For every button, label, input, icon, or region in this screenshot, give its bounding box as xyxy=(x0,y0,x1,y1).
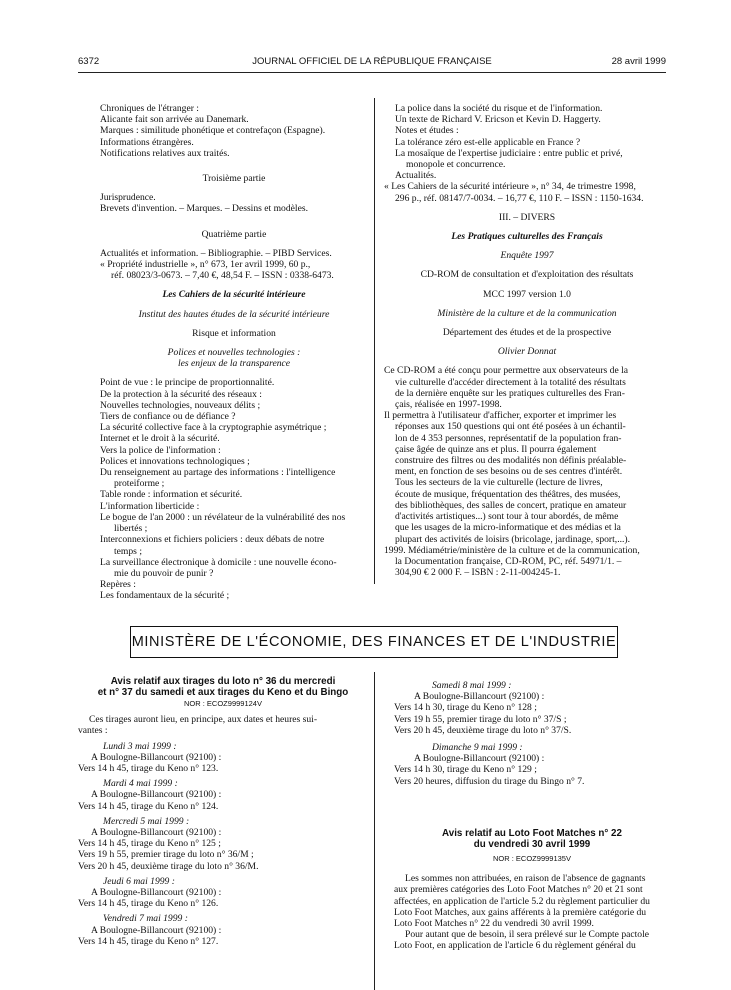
text-line: Table ronde : information et sécurité. xyxy=(100,489,243,501)
text-line: Marques : similitude phonétique et contrefaçon (Espagne). xyxy=(100,125,326,137)
draw-place: A Boulogne-Billancourt (92100) : xyxy=(91,924,222,936)
text-line: libertés ; xyxy=(114,523,148,535)
text-line: Polices et innovations technologiques ; xyxy=(100,455,250,467)
text-line: Notes et études : xyxy=(395,125,459,137)
avis-title: Avis relatif au Loto Foot Matches n° 22 xyxy=(442,828,622,839)
text-line: Du renseignement au partage des informations : l'intelligence xyxy=(100,467,336,479)
draw-line: Vers 19 h 55, premier tirage du loto n° 36/M ; xyxy=(78,849,254,861)
text-line: Point de vue : le principe de proportionnalité. xyxy=(100,377,275,389)
text-line: Tous les secteurs de la vie culturelle (lecture de livres, xyxy=(395,477,603,489)
draw-date: Mardi 4 mai 1999 : xyxy=(103,778,178,790)
top-left-column xyxy=(100,103,368,602)
draw-line: Vers 14 h 45, tirage du Keno n° 127. xyxy=(78,935,219,947)
draw-line: Vers 19 h 55, premier tirage du loto n° 37/S ; xyxy=(394,713,567,725)
text-line: Jurisprudence. xyxy=(100,192,156,204)
text-line: Informations étrangères. xyxy=(100,136,194,148)
draw-date: Lundi 3 mai 1999 : xyxy=(103,740,177,752)
draw-line: Vers 14 h 45, tirage du Keno n° 124. xyxy=(78,800,219,812)
draw-line: Vers 14 h 45, tirage du Keno n° 125 ; xyxy=(78,838,221,850)
text-line: Loto Foot Matches n° 22 du vendredi 30 avril 1999. xyxy=(394,918,594,930)
column-divider-bottom xyxy=(374,672,375,990)
draw-line: Vers 20 h 45, deuxième tirage du loto n° 36/M. xyxy=(78,860,259,872)
cdrom-title: CD-ROM de consultation et d'exploitation des résultats xyxy=(420,269,634,281)
text-line: Interconnexions et fichiers policiers : deux débats de notre xyxy=(100,534,325,546)
text-line: proteiforme ; xyxy=(114,478,165,490)
text-line: Pour autant que de besoin, il sera prélevé sur le Compte pactole xyxy=(405,929,650,941)
avis-title: du vendredi 30 avril 1999 xyxy=(473,839,591,850)
avis-title: Avis relatif aux tirages du loto n° 36 du mercredi xyxy=(110,676,336,687)
top-right-column xyxy=(384,103,670,578)
text-line: Alicante fait son arrivée au Danemark. xyxy=(100,114,249,126)
text-line: la Documentation française, CD-ROM, PC, réf. 54971/1. – xyxy=(395,555,622,567)
text-line: La mosaïque de l'expertise judiciaire : entre public et privé, xyxy=(395,147,623,159)
text-line: affectées, en application de l'article 5.2 du règlement particulier du xyxy=(394,895,650,907)
text-line: mie du pouvoir de punir ? xyxy=(114,567,214,579)
avis-loto-column xyxy=(78,676,368,947)
draw-date: Mercredi 5 mai 1999 : xyxy=(103,815,190,827)
text-line: des bibliothèques, des salles de concert, pratique en amateur xyxy=(395,499,627,511)
text-line: Brevets d'invention. – Marques. – Dessins et modèles. xyxy=(100,203,308,215)
text-line: Ces tirages auront lieu, en principe, aux dates et heures sui- xyxy=(89,714,318,726)
text-line: 304,90 € 2 000 F. – ISBN : 2-11-004245-1. xyxy=(395,567,561,579)
text-line: temps ; xyxy=(114,545,142,557)
text-line: réf. 08023/3-0673. – 7,40 €, 48,54 F. – ISSN : 0338-6473. xyxy=(111,270,334,282)
avis-loto-foot xyxy=(394,828,670,952)
issue-subtitle: les enjeux de la transparence xyxy=(177,358,291,370)
text-line: écoute de musique, fréquentation des théâtres, des musées, xyxy=(395,488,621,500)
draw-place: A Boulogne-Billancourt (92100) : xyxy=(91,887,222,899)
text-line: Les fondamentaux de la sécurité ; xyxy=(100,590,230,602)
text-line: vie culturelle d'accéder directement à la totalité des résultats xyxy=(395,376,626,388)
text-line: Loto Foot Matches, aux gains afférents à la première catégorie du xyxy=(394,906,647,918)
version-label: MCC 1997 version 1.0 xyxy=(483,288,571,300)
text-line: La police dans la société du risque et de l'information. xyxy=(395,103,603,114)
survey-label: Enquête 1997 xyxy=(500,250,554,262)
text-line: Internet et le droit à la sécurité. xyxy=(100,433,220,445)
text-line: çaise âgée de quinze ans et plus. Il pourra également xyxy=(395,443,597,455)
text-line: Repères : xyxy=(100,579,136,591)
section-heading: III. – DIVERS xyxy=(498,211,556,223)
draw-line: Vers 20 heures, diffusion du tirage du Bingo n° 7. xyxy=(394,775,585,787)
department-name: Département des études et de la prospective xyxy=(442,327,612,339)
text-line: aux premières catégories des Loto Foot Matches n° 20 et 21 sont xyxy=(394,884,643,896)
text-line: Le bogue de l'an 2000 : un révélateur de la vulnérabilité des nos xyxy=(100,511,346,523)
text-line: que les usages de la micro-informatique et des médias et la xyxy=(395,522,621,534)
text-line: Loto Foot, en application de l'article 6 du règlement général du xyxy=(394,940,636,952)
text-line: construire des filtres ou des modalités non définis préalable- xyxy=(395,455,627,467)
nor-reference: NOR : ECOZ9999135V xyxy=(493,854,571,863)
draw-place: A Boulogne-Billancourt (92100) : xyxy=(414,753,545,765)
avis-right-column xyxy=(394,680,670,787)
text-line: « Propriété industrielle », n° 673, 1er avril 1999, 60 p., xyxy=(100,259,311,271)
text-line: De la protection à la sécurité des réseaux : xyxy=(100,388,262,400)
publication-title: Les Cahiers de la sécurité intérieure xyxy=(162,289,306,301)
text-line: réponses aux 150 questions qui ont été posées à un échantil- xyxy=(395,421,626,433)
draw-date: Jeudi 6 mai 1999 : xyxy=(103,875,175,887)
text-line: La sécurité collective face à la cryptographie asymétrique ; xyxy=(100,422,327,434)
text-line: ment, en fonction de ses besoins ou de ses centres d'intérêt. xyxy=(395,466,623,478)
text-line: d'activités artistiques...) sont tour à tour abordés, de même xyxy=(395,511,619,523)
draw-line: Vers 14 h 45, tirage du Keno n° 126. xyxy=(78,898,219,910)
draw-date: Dimanche 9 mai 1999 : xyxy=(432,742,523,754)
ministry-name: Ministère de la culture et de la communication xyxy=(437,307,617,319)
page-number: 6372 xyxy=(78,56,100,67)
text-line: Notifications relatives aux traités. xyxy=(100,147,230,159)
draw-line: Vers 14 h 30, tirage du Keno n° 128 ; xyxy=(394,702,537,714)
draw-place: A Boulogne-Billancourt (92100) : xyxy=(91,827,222,839)
draw-line: Vers 20 h 45, deuxième tirage du loto n° 37/S. xyxy=(394,724,572,736)
text-line: monopole et concurrence. xyxy=(406,159,506,171)
text-line: Chroniques de l'étranger : xyxy=(100,103,199,114)
text-line: Un texte de Richard V. Ericson et Kevin D. Haggerty. xyxy=(395,114,601,126)
section-heading: Troisième partie xyxy=(202,173,266,185)
text-line: Actualités. xyxy=(395,170,437,182)
draw-date: Vendredi 7 mai 1999 : xyxy=(103,913,188,925)
text-line: Il permettra à l'utilisateur d'afficher, exporter et imprimer les xyxy=(384,410,617,422)
text-line: L'information liberticide : xyxy=(100,500,200,512)
text-line: Actualités et information. – Bibliographie. – PIBD Services. xyxy=(100,247,332,259)
nor-reference: NOR : ECOZ9999124V xyxy=(184,699,262,708)
avis-title: et n° 37 du samedi et aux tirages du Keno et du Bingo xyxy=(97,687,349,698)
ministry-banner: MINISTÈRE DE L'ÉCONOMIE, DES FINANCES ET DE L'INDUSTRIE xyxy=(130,626,618,658)
text-line: Ce CD-ROM a été conçu pour permettre aux observateurs de la xyxy=(384,365,629,377)
text-line: 1999. Médiamétrie/ministère de la culture et de la communication, xyxy=(384,544,640,556)
text-line: La tolérance zéro est-elle applicable en France ? xyxy=(395,136,581,148)
issue-subtitle: Polices et nouvelles technologies : xyxy=(167,347,301,359)
text-line: lon de 4 353 personnes, représentatif de la population fran- xyxy=(395,432,622,444)
publication-title: Les Pratiques culturelles des Français xyxy=(451,231,603,243)
draw-line: Vers 14 h 30, tirage du Keno n° 129 ; xyxy=(394,764,537,776)
issue-theme: Risque et information xyxy=(192,327,276,339)
text-line: vantes : xyxy=(78,725,108,737)
institution: Institut des hautes études de la sécurité intérieure xyxy=(138,308,330,320)
text-line: çais, réalisée en 1997-1998. xyxy=(395,399,502,411)
text-line: La surveillance électronique à domicile : une nouvelle écono- xyxy=(100,556,337,568)
text-line: de la dernière enquête sur les pratiques culturelles des Fran- xyxy=(395,387,625,399)
section-heading: Quatrième partie xyxy=(201,228,267,240)
text-line: Nouvelles technologies, nouveaux délits ; xyxy=(100,399,261,411)
text-line: Tiers de confiance ou de défiance ? xyxy=(100,411,236,423)
text-line: Les sommes non attribuées, en raison de l'absence de gagnants xyxy=(405,873,646,885)
draw-line: Vers 14 h 45, tirage du Keno n° 123. xyxy=(78,763,219,775)
header-rule xyxy=(78,72,666,73)
issue-date: 28 avril 1999 xyxy=(611,56,666,67)
author-name: Olivier Donnat xyxy=(497,346,557,358)
column-divider-top xyxy=(374,98,375,584)
draw-place: A Boulogne-Billancourt (92100) : xyxy=(91,789,222,801)
draw-place: A Boulogne-Billancourt (92100) : xyxy=(414,691,545,703)
page-header xyxy=(78,56,666,70)
text-line: Vers la police de l'information : xyxy=(100,444,221,456)
journal-title: JOURNAL OFFICIEL DE LA RÉPUBLIQUE FRANÇAISE xyxy=(252,56,492,67)
draw-date: Samedi 8 mai 1999 : xyxy=(432,680,512,691)
text-line: 296 p., réf. 08147/7-0034. – 16,77 €, 110 F. – ISSN : 1150-1634. xyxy=(395,192,644,204)
text-line: « Les Cahiers de la sécurité intérieure », n° 34, 4e trimestre 1998, xyxy=(384,181,636,193)
text-line: plupart des activités de loisirs (bricolage, jardinage, sport,...). xyxy=(395,533,630,545)
draw-place: A Boulogne-Billancourt (92100) : xyxy=(91,751,222,763)
